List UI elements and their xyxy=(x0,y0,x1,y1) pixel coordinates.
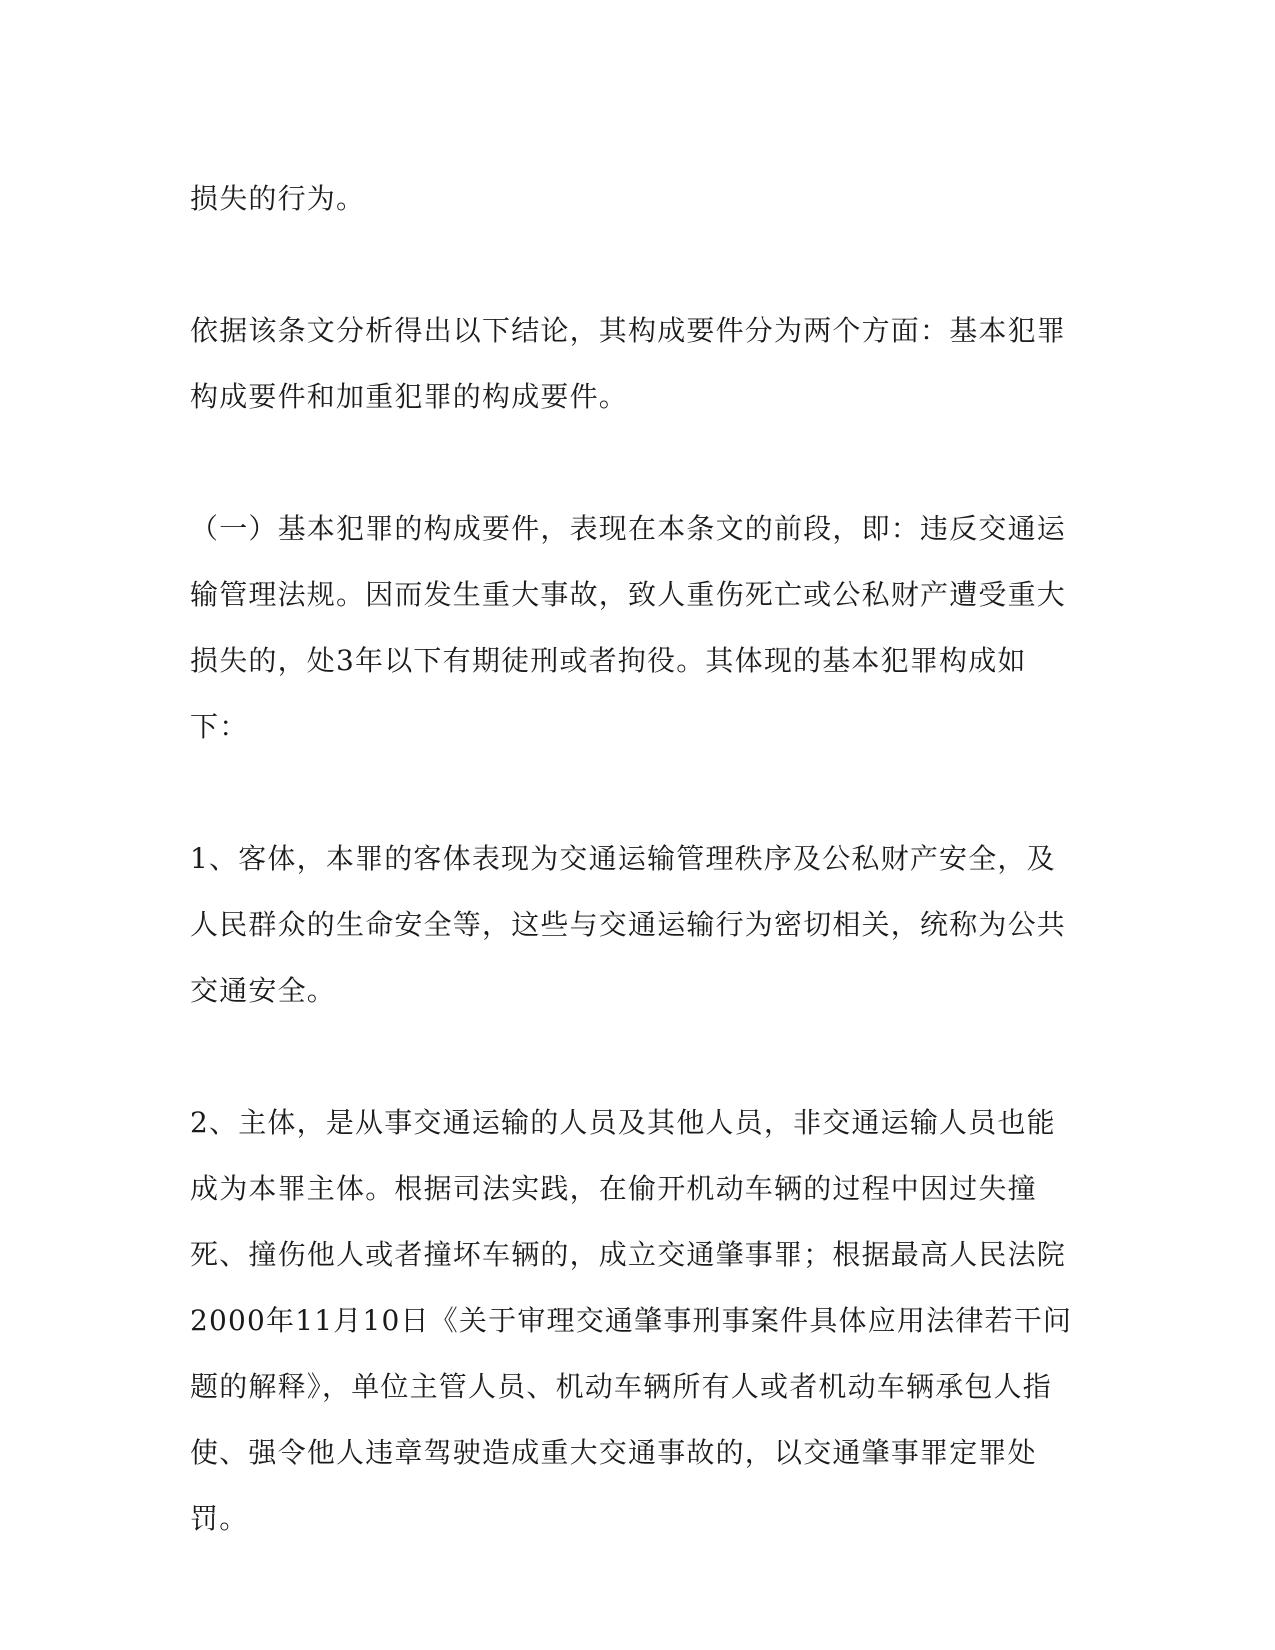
paragraph-object: 1、客体，本罪的客体表现为交通运输管理秩序及公私财产安全，及人民群众的生命安全等，这些与交通运输行为密切相关，统称为公共交通安全。 xyxy=(190,842,1067,1007)
paragraph-loss-conduct: 损失的行为。 xyxy=(190,182,366,215)
document-body xyxy=(190,166,1080,1552)
paragraph-spacer xyxy=(190,1024,1080,1090)
paragraph-spacer xyxy=(190,232,1080,298)
paragraph-subject: 2、主体，是从事交通运输的人员及其他人员，非交通运输人员也能成为本罪主体。根据司法实践，在偷开机动车辆的过程中因过失撞死、撞伤他人或者撞坏车辆的，成立交通肇事罪；根据最高人民法院2000年11月10日《关于审理交通肇事刑事案件具体应用法律若干问题的解释》，单位主管人员、机动车辆所有人或者机动车辆承包人指使、强令他人违章驾驶造成重大交通事故的，以交通肇事罪定罪处罚。 xyxy=(190,1106,1073,1535)
paragraph-spacer xyxy=(190,760,1080,826)
paragraph-basic-elements: （一）基本犯罪的构成要件，表现在本条文的前段，即：违反交通运输管理法规。因而发生重大事故，致人重伤死亡或公私财产遭受重大损失的，处3年以下有期徒刑或者拘役。其体现的基本犯罪构成如下： xyxy=(190,512,1067,743)
paragraph-elements-overview: 依据该条文分析得出以下结论，其构成要件分为两个方面：基本犯罪构成要件和加重犯罪的构成要件。 xyxy=(190,314,1067,413)
paragraph-spacer xyxy=(190,430,1080,496)
